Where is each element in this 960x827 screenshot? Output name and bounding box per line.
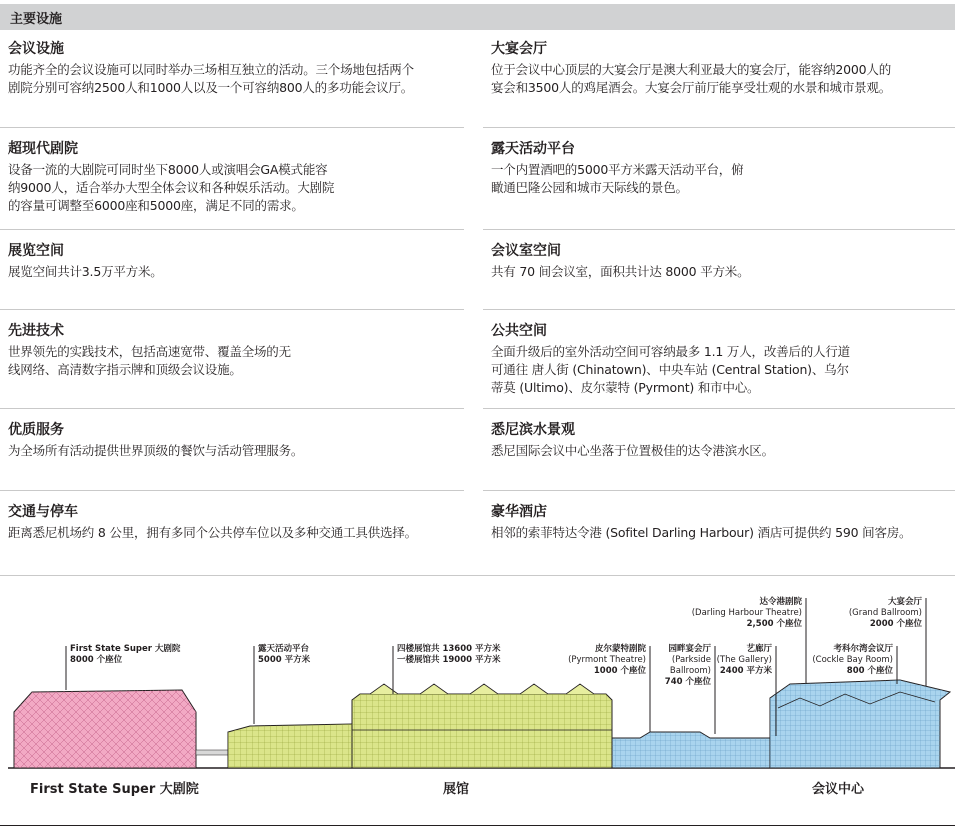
facility-theatre	[8, 140, 470, 215]
desc-line: 一个内置酒吧的5000平方米露天活动平台，俯	[491, 162, 744, 177]
callout-line: 大宴会厅	[887, 597, 922, 607]
facility-meeting	[8, 40, 470, 97]
divider	[0, 127, 464, 128]
facility-title: 豪华酒店	[491, 504, 547, 520]
callout-line: 1000 个座位	[593, 666, 646, 676]
callout-line: (Parkside	[671, 655, 711, 665]
precinct-elevation-diagram	[0, 580, 960, 820]
divider	[0, 229, 464, 230]
desc-line: 共有 70 间会议室，面积共计达 8000 平方米。	[491, 264, 750, 279]
callout-theatre	[70, 643, 181, 665]
desc-line: 蒂莫 (Ultimo)、皮尔蒙特 (Pyrmont) 和市中心。	[491, 380, 760, 395]
divider	[483, 408, 955, 409]
facility-desc	[8, 524, 470, 542]
facility-title: 超现代剧院	[8, 141, 78, 157]
facility-desc	[491, 524, 953, 542]
callout-parkside	[665, 643, 712, 687]
desc-line: 功能齐全的会议设施可以同时举办三场相互独立的活动。三个场地包括两个	[8, 62, 414, 77]
desc-line: 剧院分别可容纳2500人和1000人以及一个可容纳800人的多功能会议厅。	[8, 80, 414, 95]
callout-line: (The Gallery)	[716, 655, 772, 665]
facility-transport	[8, 503, 470, 542]
callout-gallery	[717, 643, 773, 676]
facility-title: 会议设施	[8, 41, 64, 57]
facility-title: 先进技术	[8, 323, 64, 339]
callout-line: Ballroom)	[669, 666, 711, 676]
desc-line: 位于会议中心顶层的大宴会厅是澳大利亚最大的宴会厅，能容纳2000人的	[491, 62, 892, 77]
callout-line: 5000 平方米	[258, 655, 311, 665]
callout-line: 皮尔蒙特剧院	[594, 644, 646, 654]
desc-line: 线网络、高清数字指示牌和顶级会议设施。	[8, 362, 242, 377]
facility-meeting-rooms	[491, 242, 953, 281]
exhibition-building	[228, 684, 612, 768]
callout-line: (Grand Ballroom)	[848, 608, 922, 618]
facility-title: 大宴会厅	[491, 41, 547, 57]
bottom-rule	[0, 825, 955, 826]
facility-title: 悉尼滨水景观	[491, 422, 575, 438]
callout-line: 艺廊厅	[746, 644, 772, 654]
desc-line: 纳9000人，适合举办大型全体会议和各种娱乐活动。大剧院	[8, 180, 335, 195]
building-label-theatre: First State Super 大剧院	[30, 782, 199, 797]
callout-line: (Pyrmont Theatre)	[568, 655, 646, 665]
callout-line: 2400 平方米	[719, 666, 772, 676]
facility-terrace	[491, 140, 953, 197]
facility-desc	[8, 263, 470, 281]
facility-desc	[8, 161, 470, 215]
building-label-convention: 会议中心	[812, 782, 865, 797]
desc-line: 可通往 唐人街 (Chinatown)、中央车站 (Central Station)、乌尔	[491, 362, 849, 377]
facility-desc	[491, 61, 953, 97]
desc-line: 相邻的索菲特达令港 (Sofitel Darling Harbour) 酒店可提供约 590 间客房。	[491, 525, 912, 540]
facility-title: 露天活动平台	[491, 141, 575, 157]
facility-desc	[491, 442, 953, 460]
facility-desc	[8, 343, 470, 379]
divider	[483, 229, 955, 230]
divider	[0, 490, 464, 491]
facility-waterfront	[491, 421, 953, 460]
facility-title: 优质服务	[8, 422, 64, 438]
callout-line: 2,500 个座位	[746, 619, 802, 629]
callout-grand-ballroom	[849, 596, 923, 629]
desc-line: 瞰通巴隆公园和城市天际线的景色。	[491, 180, 688, 195]
desc-line: 宴会和3500人的鸡尾酒会。大宴会厅前厅能享受壮观的水景和城市景观。	[491, 80, 892, 95]
divider	[0, 408, 464, 409]
facility-public-space	[491, 322, 953, 397]
divider	[0, 309, 464, 310]
callout-line: 四楼展馆共 13600 平方米	[397, 644, 501, 654]
theatre-building	[14, 690, 230, 768]
convention-building	[612, 680, 950, 768]
facility-title: 展览空间	[8, 243, 64, 259]
callout-line: (Cockle Bay Room)	[812, 655, 893, 665]
callout-line: 达令港剧院	[759, 597, 802, 607]
section-title: 主要设施	[10, 12, 63, 27]
desc-line: 为全场所有活动提供世界顶级的餐饮与活动管理服务。	[8, 443, 304, 458]
desc-line: 展览空间共计3.5万平方米。	[8, 264, 163, 279]
divider	[483, 127, 955, 128]
callout-line: 740 个座位	[664, 677, 711, 687]
facility-desc	[491, 263, 953, 281]
facility-desc	[491, 161, 953, 197]
desc-line: 全面升级后的室外活动空间可容纳最多 1.1 万人，改善后的人行道	[491, 344, 850, 359]
section-header	[0, 4, 955, 30]
divider	[483, 309, 955, 310]
facility-title: 会议室空间	[491, 243, 561, 259]
facility-technology	[8, 322, 470, 379]
facility-service	[8, 421, 470, 460]
callout-line: (Darling Harbour Theatre)	[691, 608, 802, 618]
callout-darling-harbour-theatre	[692, 596, 803, 629]
callout-line: 2000 个座位	[869, 619, 922, 629]
facility-exhibition	[8, 242, 470, 281]
divider	[483, 490, 955, 491]
desc-line: 距离悉尼机场约 8 公里，拥有多同个公共停车位以及多种交通工具供选择。	[8, 525, 417, 540]
desc-line: 设备一流的大剧院可同时坐下8000人或演唱会GA模式能容	[8, 162, 328, 177]
facility-desc	[491, 343, 953, 397]
facility-desc	[8, 61, 470, 97]
callout-pyrmont	[568, 643, 646, 676]
desc-line: 悉尼国际会议中心坐落于位置极佳的达令港滨水区。	[491, 443, 774, 458]
facility-title: 公共空间	[491, 323, 547, 339]
callout-line: 露天活动平台	[258, 644, 310, 654]
facility-title: 交通与停车	[8, 504, 78, 520]
callout-line: 800 个座位	[846, 666, 893, 676]
callout-line: 园畔宴会厅	[668, 644, 711, 654]
callout-line: 考科尔湾会议厅	[833, 644, 893, 654]
facility-desc	[8, 442, 470, 460]
callout-line: 8000 个座位	[70, 655, 123, 665]
desc-line: 的容量可调整至6000座和5000座，满足不同的需求。	[8, 198, 304, 213]
callout-line: 一楼展馆共 19000 平方米	[397, 655, 501, 665]
building-label-exhibition: 展馆	[443, 782, 470, 797]
callout-cockle-bay	[812, 643, 893, 676]
callout-line: First State Super 大剧院	[70, 644, 181, 654]
divider	[0, 575, 955, 576]
callout-terrace	[258, 643, 311, 665]
callout-halls	[397, 643, 501, 665]
facility-hotel	[491, 503, 953, 542]
desc-line: 世界领先的实践技术，包括高速宽带、覆盖全场的无	[8, 344, 291, 359]
facility-grand-ballroom	[491, 40, 953, 97]
